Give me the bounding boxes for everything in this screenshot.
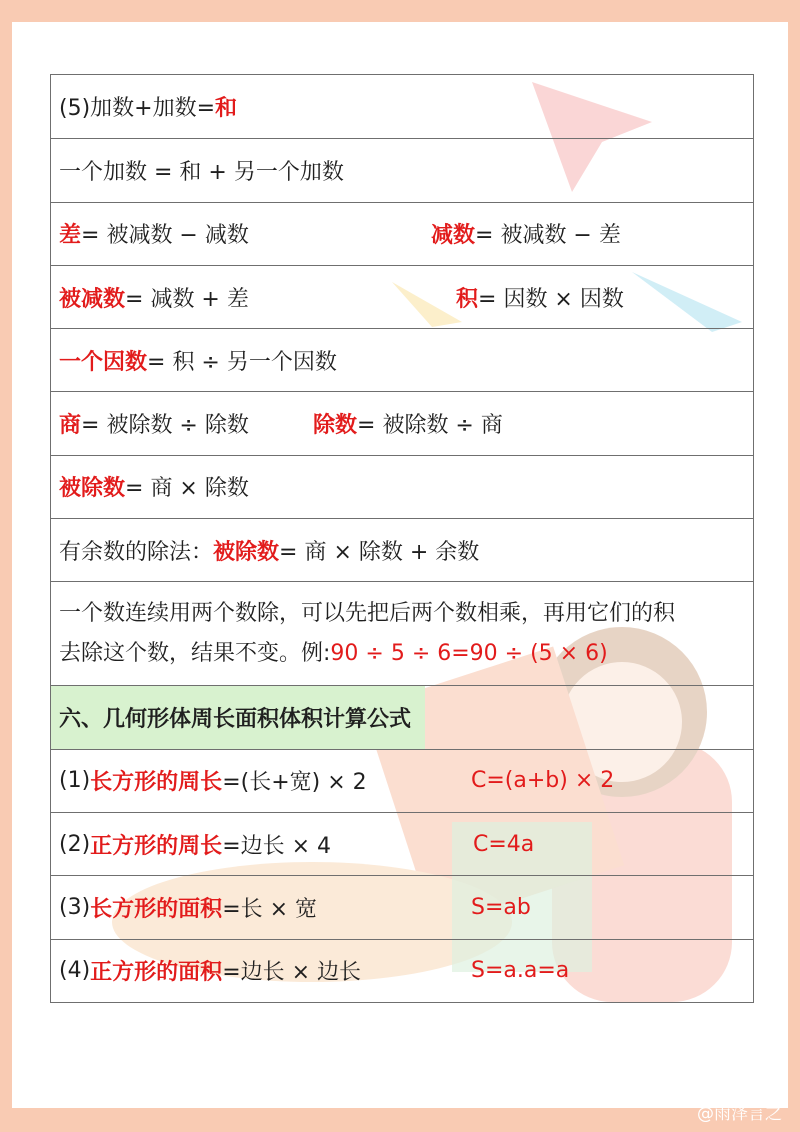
table-row bbox=[51, 812, 753, 875]
table-row bbox=[51, 328, 753, 391]
row-text: 一个加数 = 和 + 另一个加数 bbox=[59, 159, 344, 185]
table-row bbox=[51, 581, 753, 685]
row-text: = 被除数 ÷ 除数 bbox=[81, 413, 249, 439]
highlight-text: 一个因数 bbox=[59, 349, 148, 375]
highlight-text: 和 bbox=[215, 96, 238, 122]
formula-num: (2) bbox=[59, 831, 91, 857]
formula-rest: =边长 × 4 bbox=[222, 833, 332, 859]
table-row bbox=[51, 265, 753, 328]
row-text: = 商 × 除数 + 余数 bbox=[279, 539, 480, 565]
row-text: = 因数 × 因数 bbox=[478, 286, 624, 312]
row-text: 有余数的除法： bbox=[59, 539, 214, 565]
formula-rest: =长 × 宽 bbox=[222, 896, 318, 922]
paragraph bbox=[59, 594, 749, 674]
highlight-text: 除数 bbox=[313, 413, 358, 439]
table-row bbox=[51, 455, 753, 518]
formula-table bbox=[50, 74, 754, 1003]
highlight-text: 积 bbox=[456, 286, 479, 312]
formula-rest: =边长 × 边长 bbox=[222, 960, 362, 986]
formula-symbolic: S=ab bbox=[471, 894, 531, 920]
formula-name: 长方形的面积 bbox=[90, 896, 223, 922]
paragraph-line: 去除这个数，结果不变。例: bbox=[59, 641, 331, 667]
section-heading: 六、几何形体周长面积体积计算公式 bbox=[51, 686, 425, 748]
row-text: = 商 × 除数 bbox=[125, 476, 249, 502]
formula-num: (1) bbox=[59, 768, 91, 794]
table-row bbox=[51, 685, 753, 748]
paragraph-line: 一个数连续用两个数除，可以先把后两个数相乘，再用它们的积 bbox=[59, 601, 676, 627]
watermark bbox=[697, 1099, 782, 1124]
table-row bbox=[51, 518, 753, 581]
row-text: = 被除数 ÷ 商 bbox=[357, 413, 503, 439]
formula-name: 正方形的周长 bbox=[90, 833, 223, 859]
formula-symbolic: C=(a+b) × 2 bbox=[471, 768, 615, 794]
formula-symbolic: C=4a bbox=[473, 831, 535, 857]
table-row bbox=[51, 749, 753, 812]
highlight-text: 差 bbox=[59, 223, 82, 249]
highlight-text: 减数 bbox=[431, 223, 476, 249]
table-row bbox=[51, 138, 753, 201]
row-text: = 积 ÷ 另一个因数 bbox=[147, 349, 337, 375]
formula-rest: =(长+宽) × 2 bbox=[222, 770, 367, 796]
example-formula: 90 ÷ 5 ÷ 6=90 ÷ (5 × 6) bbox=[330, 641, 608, 667]
row-text: = 被减数 − 差 bbox=[475, 223, 621, 249]
highlight-text: 被减数 bbox=[59, 286, 126, 312]
highlight-text: 被除数 bbox=[213, 539, 280, 565]
row-text: (5)加数+加数= bbox=[59, 96, 216, 122]
highlight-text: 商 bbox=[59, 413, 82, 439]
formula-name: 正方形的面积 bbox=[90, 960, 223, 986]
row-text: = 被减数 − 减数 bbox=[81, 223, 249, 249]
table-row bbox=[51, 202, 753, 265]
formula-symbolic: S=a.a=a bbox=[471, 958, 570, 984]
page bbox=[12, 22, 788, 1108]
table-row bbox=[51, 875, 753, 938]
formula-num: (3) bbox=[59, 894, 91, 920]
formula-num: (4) bbox=[59, 958, 91, 984]
table-row bbox=[51, 391, 753, 454]
row-text: = 减数 + 差 bbox=[125, 286, 249, 312]
table-row bbox=[51, 75, 753, 138]
table-row bbox=[51, 939, 753, 1002]
watermark-text: @雨泽言之 bbox=[697, 1104, 782, 1124]
highlight-text: 被除数 bbox=[59, 476, 126, 502]
formula-name: 长方形的周长 bbox=[90, 770, 223, 796]
